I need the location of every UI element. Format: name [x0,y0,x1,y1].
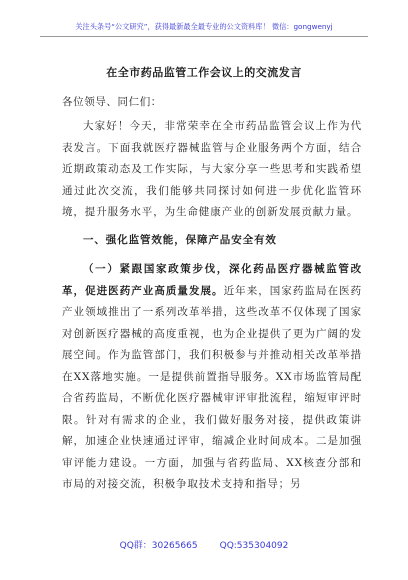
document-body [62,116,362,496]
footer-contact [40,538,368,551]
paragraph-intro: 大家好！今天，非常荣幸在全市药品监管会议上作为代表发言。下面我就医疗器械监管与企业服务两个方面，结合近期政策动态及工作实际，与大家分享一些思考和实践希望通过此次交流，我们能够共同探讨如何进一步优化监管环境，提升服务水平，为生命健康产业的创新发展贡献力量。 [62,120,362,218]
document-title: 在全市药品监管工作会议上的交流发言 [106,66,302,79]
subheading-1: （一）紧跟国家政策步伐，深化药品医疗器械监管改革，促进医药产业高质量发展。 [62,263,362,297]
footer-qq-group: QQ群：30265665 [119,541,198,551]
paragraph-body-1: 近年来，国家药监局在医药产业领域推出了一系列改革举措，这些改革不仅体现了国家对创新医疗器械的高度重视，也为企业提供了更为广阔的发展空间。作为监管部门，我们积极参与并推动相关改革举措在XX落地实施。一是提供前置指导服务。XX市场监管局配合省药监局，不断优化医疗器械审评审批流程，缩短审评时限。针对有需求的企业，我们做好服务对接，提供政策讲解，加速企业快速通过评审，缩减企业时间成本。二是加强审评能力建设。一方面，加强与省药监局、XX核查分部和市局的对接交流，积极争取技术支持和指导；另 [62,284,362,490]
header-divider [40,36,368,37]
section-heading-1: 一、强化监管效能，保障产品安全有效 [83,233,277,246]
paragraph-section-1 [62,259,362,496]
salutation: 各位领导、同仁们： [62,96,162,108]
footer-qq: QQ:535304092 [219,541,289,551]
header-note: 关注头条号“公文研究”，获得最新最全最专业的公文资料库！ 微信：gongwenyj [75,22,333,31]
